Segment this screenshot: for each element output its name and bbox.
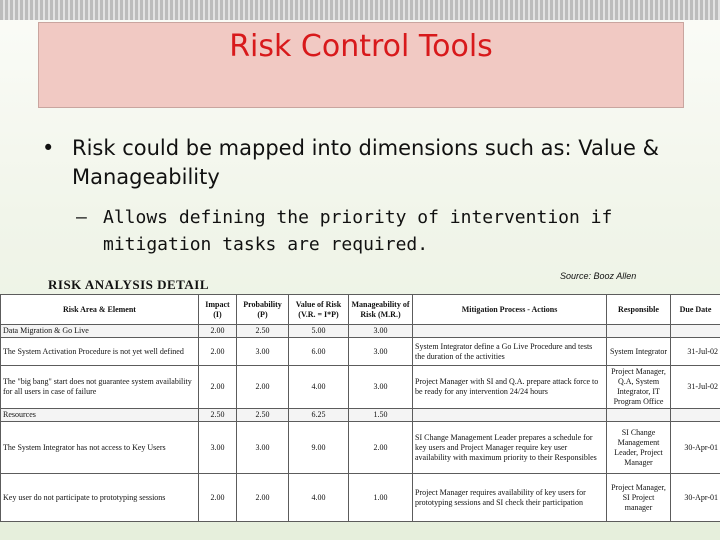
- cell-due-date: 30-Apr-01: [671, 422, 720, 474]
- cell-due-date: 31-Jul-02: [671, 338, 720, 366]
- header-probability: Probability (P): [237, 295, 289, 325]
- cell-probability: 3.00: [237, 338, 289, 366]
- cell-value: 6.00: [289, 338, 349, 366]
- cell-responsible: [607, 409, 671, 422]
- cell-probability: 2.00: [237, 474, 289, 522]
- cell-value: 4.00: [289, 474, 349, 522]
- cell-responsible: [607, 325, 671, 338]
- cell-probability: 3.00: [237, 422, 289, 474]
- header-impact: Impact (I): [199, 295, 237, 325]
- header-value-of-risk: Value of Risk (V.R. = I*P): [289, 295, 349, 325]
- cell-due-date: [671, 409, 720, 422]
- cell-impact: 2.00: [199, 366, 237, 409]
- cell-action: Project Manager with SI and Q.A. prepare attack force to be ready for any intervention 24/24 hours: [413, 366, 607, 409]
- sub-bullet-text: Allows defining the priority of intervention if mitigation tasks are required.: [103, 207, 613, 255]
- cell-manageability: 3.00: [349, 338, 413, 366]
- cell-due-date: 31-Jul-02: [671, 366, 720, 409]
- cell-manageability: 1.50: [349, 409, 413, 422]
- cell-manageability: 2.00: [349, 422, 413, 474]
- cell-value: 9.00: [289, 422, 349, 474]
- cell-action: Project Manager requires availability of key users for prototyping sessions and SI check their participation: [413, 474, 607, 522]
- bullet-marker: •: [42, 136, 55, 160]
- header-due-date: Due Date: [671, 295, 720, 325]
- table-row: [1, 422, 720, 474]
- cell-responsible: SI Change Management Leader, Project Manager: [607, 422, 671, 474]
- table-title: RISK ANALYSIS DETAIL: [48, 277, 210, 292]
- cell-action: [413, 325, 607, 338]
- cell-responsible: Project Manager, Q.A, System Integrator, IT Program Office: [607, 366, 671, 409]
- cell-area: The "big bang" start does not guarantee system availability for all users in case of failure: [1, 366, 199, 409]
- bullet-text: Risk could be mapped into dimensions such as: Value & Manageability: [72, 136, 659, 189]
- cell-manageability: 1.00: [349, 474, 413, 522]
- cell-probability: 2.50: [237, 325, 289, 338]
- cell-value: 6.25: [289, 409, 349, 422]
- cell-impact: 3.00: [199, 422, 237, 474]
- header-responsible: Responsible: [607, 295, 671, 325]
- risk-analysis-table: [0, 294, 720, 522]
- cell-impact: 2.00: [199, 338, 237, 366]
- cell-probability: 2.00: [237, 366, 289, 409]
- cell-area: Key user do not participate to prototyping sessions: [1, 474, 199, 522]
- title-box: [38, 22, 684, 108]
- cell-probability: 2.50: [237, 409, 289, 422]
- cell-manageability: 3.00: [349, 325, 413, 338]
- cell-value: 5.00: [289, 325, 349, 338]
- table-header-row: [1, 295, 720, 325]
- table-row: [1, 325, 720, 338]
- cell-area: Resources: [1, 409, 199, 422]
- header-risk-area: Risk Area & Element: [1, 295, 199, 325]
- cell-area: The System Activation Procedure is not yet well defined: [1, 338, 199, 366]
- cell-impact: 2.00: [199, 325, 237, 338]
- table-row: [1, 474, 720, 522]
- header-mitigation: Mitigation Process - Actions: [413, 295, 607, 325]
- top-decorative-strip: [0, 0, 720, 20]
- source-note: Source: Booz Allen: [560, 271, 637, 281]
- sub-bullet-marker: –: [76, 207, 87, 228]
- cell-impact: 2.00: [199, 474, 237, 522]
- cell-responsible: System Integrator: [607, 338, 671, 366]
- cell-value: 4.00: [289, 366, 349, 409]
- slide-title: Risk Control Tools: [229, 29, 493, 64]
- cell-responsible: Project Manager, SI Project manager: [607, 474, 671, 522]
- cell-action: SI Change Management Leader prepares a schedule for key users and Project Manager require key user availability with maximum priority to their Responsibles: [413, 422, 607, 474]
- cell-area: Data Migration & Go Live: [1, 325, 199, 338]
- cell-action: [413, 409, 607, 422]
- header-manageability: Manageability of Risk (M.R.): [349, 295, 413, 325]
- table-row: [1, 366, 720, 409]
- cell-action: System Integrator define a Go Live Procedure and tests the duration of the activities: [413, 338, 607, 366]
- cell-manageability: 3.00: [349, 366, 413, 409]
- table-row: [1, 409, 720, 422]
- cell-due-date: 30-Apr-01: [671, 474, 720, 522]
- cell-due-date: [671, 325, 720, 338]
- cell-impact: 2.50: [199, 409, 237, 422]
- table-row: [1, 338, 720, 366]
- cell-area: The System Integrator has not access to Key Users: [1, 422, 199, 474]
